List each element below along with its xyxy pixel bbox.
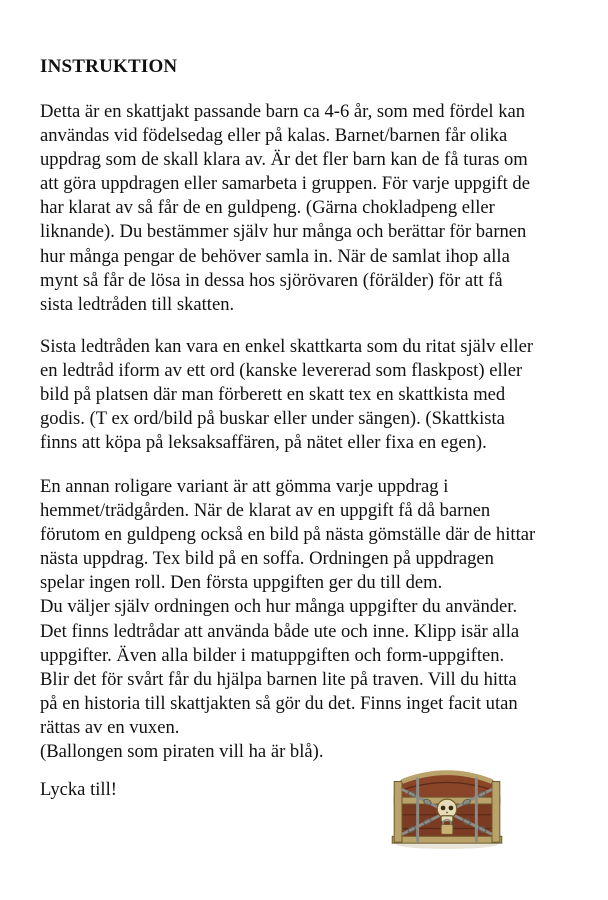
last-clue-paragraph (40, 335, 533, 455)
text-line: godis. (T ex ord/bild på buskar eller under sängen). (Skattkista (40, 408, 505, 430)
text-line: Det finns ledtrådar att använda både ute och inne. Klipp isär alla (40, 620, 520, 642)
text-line: en ledtråd iform av ett ord (kanske levererad som flaskpost) eller (40, 360, 523, 382)
text-line: Du väljer själv ordningen och hur många uppgifter du använder. (40, 596, 518, 618)
text-line: uppgifter. Även alla bilder i matuppgiften och form-uppgiften. (40, 644, 505, 666)
intro-paragraph (40, 100, 530, 317)
text-line: förutom en guldpeng också en bild på nästa gömställe där de hittar (40, 524, 536, 546)
text-line: sista ledtråden till skatten. (40, 293, 235, 315)
text-line: nästa uppdrag. Tex bild på en soffa. Ordningen på uppdragen (40, 548, 494, 570)
text-line: rättas av en vuxen. (40, 716, 180, 738)
text-line: spelar ingen roll. Den första uppgiften ger du till dem. (40, 572, 443, 594)
text-line: har klarat av så får de en guldpeng. (Gärna chokladpeng eller (40, 197, 495, 219)
text-line: mynt så får de lösa in dessa hos sjörövaren (förälder) för att få (40, 269, 503, 291)
treasure-chest-icon (388, 760, 506, 850)
text-line: Detta är en skattjakt passande barn ca 4-6 år, som med fördel kan (40, 101, 526, 122)
closing-paragraph (40, 778, 117, 802)
variant-paragraph (40, 475, 535, 764)
text-line: En annan roligare variant är att gömma varje uppdrag i (40, 476, 449, 497)
text-line: bild på platsen där man förberett en skatt tex en skattkista med (40, 384, 506, 406)
text-line: Sista ledtråden kan vara en enkel skattkarta som du ritat själv eller (40, 336, 534, 357)
text-line: finns att köpa på leksaksaffären, på nätet eller fixa en egen). (40, 432, 487, 454)
text-line: att göra uppdragen eller samarbeta i gruppen. För varje uppgift de (40, 173, 530, 195)
text-line: hemmet/trädgården. När de klarat av en uppgift få då barnen (40, 500, 491, 522)
text-line: på en historia till skattjakten så gör du det. Finns inget facit utan (40, 692, 518, 714)
page-title: INSTRUKTION (40, 56, 178, 77)
text-line: användas vid födelsedag eller på kalas. Barnet/barnen får olika (40, 125, 508, 147)
text-line: uppdrag som de skall klara av. Är det fler barn kan de få turas om (40, 149, 528, 171)
text-line: (Ballongen som piraten vill ha är blå). (40, 741, 324, 763)
closing-line: Lycka till! (40, 779, 117, 800)
text-line: liknande). Du bestämmer själv hur många och berättar för barnen (40, 221, 527, 243)
text-line: hur många pengar de behöver samla in. När de samlat ihop alla (40, 245, 510, 267)
text-line: Blir det för svårt får du hjälpa barnen lite på traven. Vill du hitta (40, 668, 517, 690)
